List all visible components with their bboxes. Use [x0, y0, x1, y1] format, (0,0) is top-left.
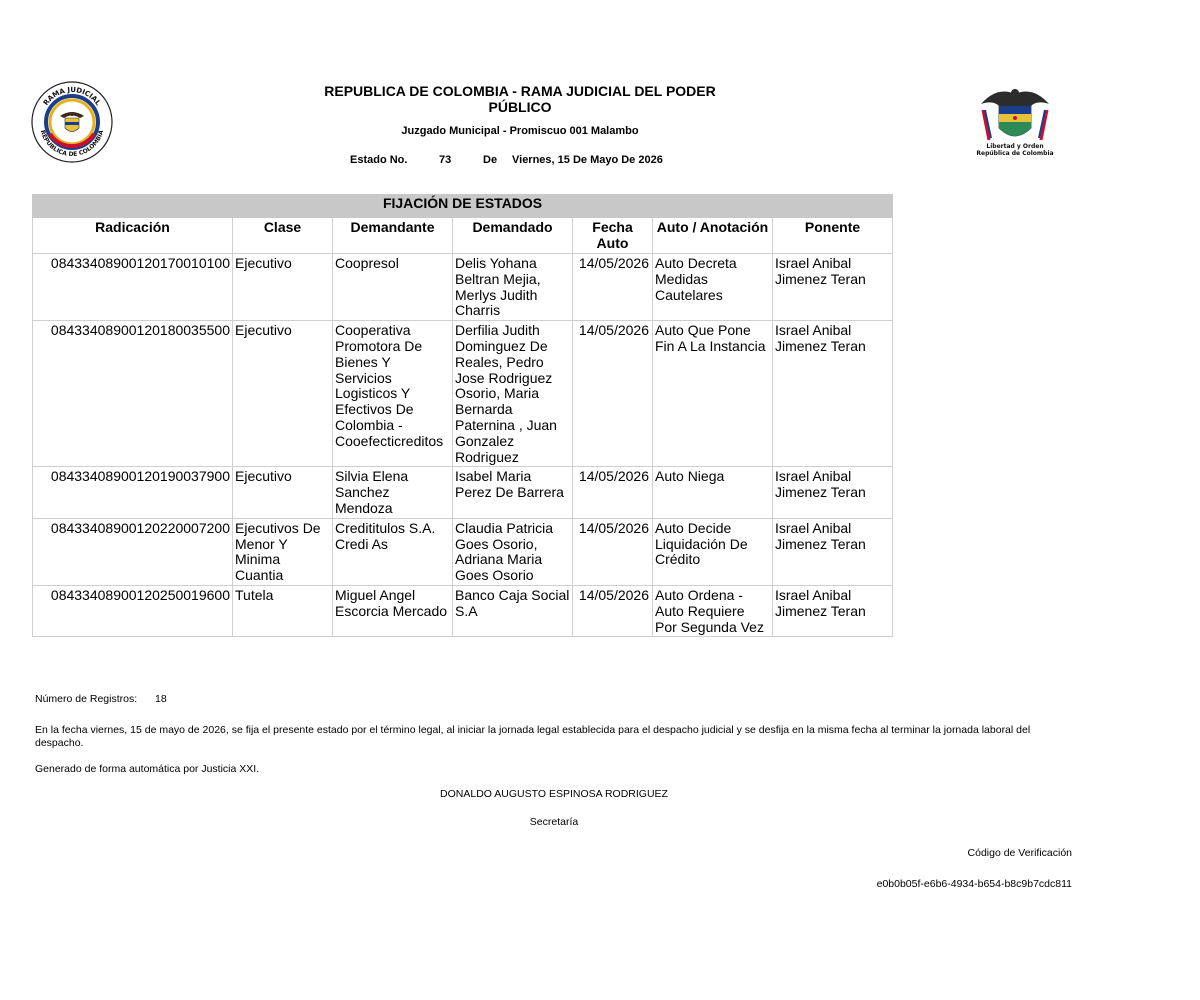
column-header-fecha-auto [573, 218, 653, 254]
cell-radicacion: 08433408900120180035500 [33, 321, 233, 467]
cell-auto: Auto Decreta Medidas Cautelares [653, 254, 773, 321]
cell-ponente: Israel Anibal Jimenez Teran [773, 585, 893, 636]
cell-fecha: 14/05/2026 [573, 518, 653, 585]
title-line-2: PÚBLICO [488, 99, 552, 115]
court-name: Juzgado Municipal - Promiscuo 001 Malambo [401, 125, 639, 137]
seal-left-text-top: RAMA JUDICIAL [41, 85, 103, 107]
cell-demandante: Credititulos S.A. Credi As [333, 518, 453, 585]
cell-clase: Ejecutivo [233, 321, 333, 467]
table-header-row [33, 218, 893, 254]
estado-number: 73 [439, 154, 452, 166]
coat-motto-line-1: Libertad y Orden [986, 143, 1044, 150]
cell-demandado: Banco Caja Social S.A [453, 585, 573, 636]
column-header-radicacion: Radicación [33, 218, 233, 254]
table-band-row [33, 195, 893, 218]
column-header-clase: Clase [233, 218, 333, 254]
rama-judicial-seal [30, 80, 114, 164]
verification-label: Código de Verificación [967, 847, 1072, 859]
document-title [300, 83, 740, 115]
column-header-demandado: Demandado [453, 218, 573, 254]
cell-demandado: Derfilia Judith Dominguez De Reales, Pedro Jose Rodriguez Osorio, Maria Bernarda Paternina , Juan Gonzalez Rodriguez [453, 321, 573, 467]
cell-auto: Auto Ordena - Auto Requiere Por Segunda Vez [653, 585, 773, 636]
cell-fecha: 14/05/2026 [573, 585, 653, 636]
column-header-ponente: Ponente [773, 218, 893, 254]
registros-label: Número de Registros: [35, 693, 138, 705]
registros-value: 18 [155, 693, 167, 705]
coat-of-arms-icon [975, 80, 1055, 160]
cell-clase: Ejecutivos De Menor Y Minima Cuantia [233, 518, 333, 585]
estados-table [32, 194, 893, 637]
cell-auto: Auto Que Pone Fin A La Instancia [653, 321, 773, 467]
cell-auto: Auto Niega [653, 467, 773, 518]
cell-radicacion: 08433408900120250019600 [33, 585, 233, 636]
cell-fecha: 14/05/2026 [573, 467, 653, 518]
generated-notice: Generado de forma automática por Justicia XXI. [35, 763, 260, 775]
verification-code: e0b0b05f-e6b6-4934-b654-b8c9b7cdc811 [876, 878, 1072, 890]
cell-ponente: Israel Anibal Jimenez Teran [773, 467, 893, 518]
estado-date: Viernes, 15 De Mayo De 2026 [512, 154, 663, 166]
estado-de-label: De [483, 154, 498, 166]
cell-demandado: Isabel Maria Perez De Barrera [453, 467, 573, 518]
table-row [33, 518, 893, 585]
signer-role: Secretaría [529, 816, 579, 828]
cell-demandado: Delis Yohana Beltran Mejia, Merlys Judith Charris [453, 254, 573, 321]
cell-demandante: Silvia Elena Sanchez Mendoza [333, 467, 453, 518]
fixation-notice: En la fecha viernes, 15 de mayo de 2026, se fija el presente estado por el término legal, al iniciar la jornada legal establecida para el despacho judicial y se desfija en la misma fecha al terminar la jornada laboral del despacho. [35, 724, 1031, 749]
coat-of-arms [975, 80, 1055, 160]
coat-motto-line-2: República de Colombia [976, 150, 1054, 157]
cell-ponente: Israel Anibal Jimenez Teran [773, 254, 893, 321]
cell-demandado: Claudia Patricia Goes Osorio, Adriana Maria Goes Osorio [453, 518, 573, 585]
fecha-header-line-1: Fecha [592, 219, 633, 235]
estado-label: Estado No. [350, 154, 408, 166]
cell-clase: Ejecutivo [233, 467, 333, 518]
rama-judicial-seal-icon [30, 80, 114, 164]
table-row [33, 467, 893, 518]
cell-clase: Tutela [233, 585, 333, 636]
table-row [33, 585, 893, 636]
seal-left-text-bottom: REPUBLICA DE COLOMBIA [38, 129, 106, 159]
cell-radicacion: 08433408900120190037900 [33, 467, 233, 518]
cell-auto: Auto Decide Liquidación De Crédito [653, 518, 773, 585]
cell-radicacion: 08433408900120170010100 [33, 254, 233, 321]
cell-ponente: Israel Anibal Jimenez Teran [773, 321, 893, 467]
table-row [33, 254, 893, 321]
cell-clase: Ejecutivo [233, 254, 333, 321]
cell-demandante: Coopresol [333, 254, 453, 321]
column-header-auto: Auto / Anotación [653, 218, 773, 254]
fecha-header-line-2: Auto [596, 234, 629, 251]
title-line-1: REPUBLICA DE COLOMBIA - RAMA JUDICIAL DEL PODER [324, 83, 716, 99]
cell-fecha: 14/05/2026 [573, 254, 653, 321]
cell-demandante: Cooperativa Promotora De Bienes Y Servicios Logisticos Y Efectivos De Colombia - Cooefecticreditos [333, 321, 453, 467]
table-row [33, 321, 893, 467]
cell-radicacion: 08433408900120220007200 [33, 518, 233, 585]
column-header-demandante: Demandante [333, 218, 453, 254]
signer-name: DONALDO AUGUSTO ESPINOSA RODRIGUEZ [440, 788, 668, 800]
cell-demandante: Miguel Angel Escorcia Mercado [333, 585, 453, 636]
cell-ponente: Israel Anibal Jimenez Teran [773, 518, 893, 585]
cell-fecha: 14/05/2026 [573, 321, 653, 467]
table-band-title: FIJACIÓN DE ESTADOS [33, 195, 893, 218]
